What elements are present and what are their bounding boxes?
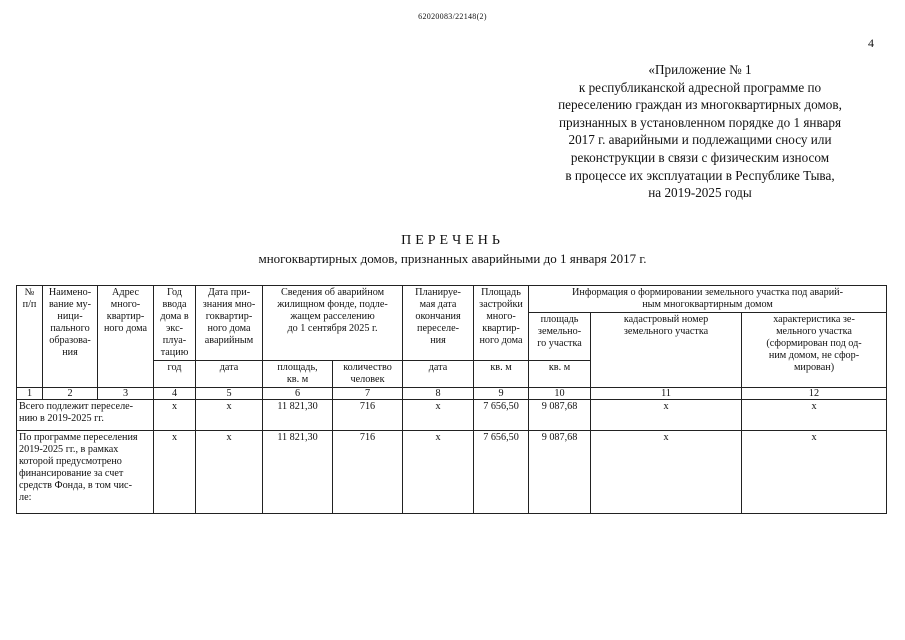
appendix-line: в процессе их эксплуатации в Республике Тыва, <box>565 167 835 183</box>
housing-table <box>16 285 887 514</box>
page-number: 4 <box>868 36 874 50</box>
column-number: 1 <box>17 388 43 400</box>
column-number: 3 <box>98 388 154 400</box>
column-number: 6 <box>263 388 333 400</box>
table-cell: 7 656,50 <box>474 400 529 431</box>
unit-cell: площадь, кв. м <box>263 361 333 388</box>
table-cell: х <box>403 431 474 514</box>
header-cell: Площадь застройки много- квартир- ного дома <box>474 286 529 361</box>
column-number: 7 <box>333 388 403 400</box>
table-cell: х <box>196 431 263 514</box>
header-cell: площадь земельно- го участка <box>529 313 591 361</box>
appendix-line: реконструкции в связи с физическим износом <box>570 149 830 165</box>
header-cell: характеристика зе- мельного участка (сформирован под од- ним домом, не сфор- мирован) <box>742 313 887 388</box>
column-number: 5 <box>196 388 263 400</box>
row-label: Всего подлежит переселе- нию в 2019-2025 гг. <box>17 400 154 431</box>
column-number: 12 <box>742 388 887 400</box>
table-cell: 7 656,50 <box>474 431 529 514</box>
appendix-line: к республиканской адресной программе по <box>578 79 822 95</box>
header-cell: № п/п <box>17 286 43 388</box>
column-number: 11 <box>591 388 742 400</box>
table-cell: х <box>742 400 887 431</box>
table-row <box>17 431 887 514</box>
unit-cell: дата <box>403 361 474 388</box>
table-cell: х <box>742 431 887 514</box>
column-number: 4 <box>154 388 196 400</box>
column-number: 2 <box>43 388 98 400</box>
appendix-line: 2017 г. аварийными и подлежащими сносу или <box>568 132 832 148</box>
header-cell: кадастровый номер земельного участка <box>591 313 742 388</box>
appendix-line: «Приложение № 1 <box>648 62 752 77</box>
header-cell: Наимено- вание му- ници- пального образова- ния <box>43 286 98 388</box>
document-code: 62020083/22148(2) <box>418 12 487 21</box>
header-cell: Адрес много- квартир- ного дома <box>98 286 154 388</box>
table-cell: 9 087,68 <box>529 431 591 514</box>
appendix-line: на 2019-2025 годы <box>648 185 752 201</box>
column-number: 9 <box>474 388 529 400</box>
header-cell: Сведения об аварийном жилищном фонде, подле- жащем расселению до 1 сентября 2025 г. <box>263 286 403 361</box>
table-cell: 11 821,30 <box>263 431 333 514</box>
header-cell: Год ввода дома в экс- плуа- тацию <box>154 286 196 361</box>
header-cell: Информация о формировании земельного участка под аварий- ным многоквартирным домом <box>529 286 887 313</box>
unit-cell: год <box>154 361 196 388</box>
header-cell: Дата при- знания мно- гоквартир- ного дома аварийным <box>196 286 263 361</box>
unit-cell: кв. м <box>474 361 529 388</box>
table-cell: 716 <box>333 400 403 431</box>
header-row <box>17 286 887 313</box>
table-cell: х <box>591 431 742 514</box>
column-number-row <box>17 388 887 400</box>
table-cell: 11 821,30 <box>263 400 333 431</box>
table-cell: х <box>154 400 196 431</box>
table-cell: х <box>403 400 474 431</box>
unit-cell: дата <box>196 361 263 388</box>
table-cell: х <box>196 400 263 431</box>
table-cell: 9 087,68 <box>529 400 591 431</box>
header-cell: Планируе- мая дата окончания переселе- ния <box>403 286 474 361</box>
appendix-line: переселению граждан из многоквартирных домов, <box>558 97 842 113</box>
document-subtitle: многоквартирных домов, признанных аварийными до 1 января 2017 г. <box>258 251 647 266</box>
document-title: ПЕРЕЧЕНЬ <box>401 233 504 248</box>
column-number: 8 <box>403 388 474 400</box>
appendix-line: признанных в установленном порядке до 1 января <box>558 114 842 130</box>
table-cell: 716 <box>333 431 403 514</box>
table-cell: х <box>154 431 196 514</box>
table-cell: х <box>591 400 742 431</box>
table-row <box>17 400 887 431</box>
unit-cell: кв. м <box>529 361 591 388</box>
row-label: По программе переселения 2019-2025 гг., в рамках которой предусмотрено финансирование за счет средств Фонда, в том чис- ле: <box>17 431 154 514</box>
appendix-heading <box>520 61 880 202</box>
unit-cell: количество человек <box>333 361 403 388</box>
column-number: 10 <box>529 388 591 400</box>
